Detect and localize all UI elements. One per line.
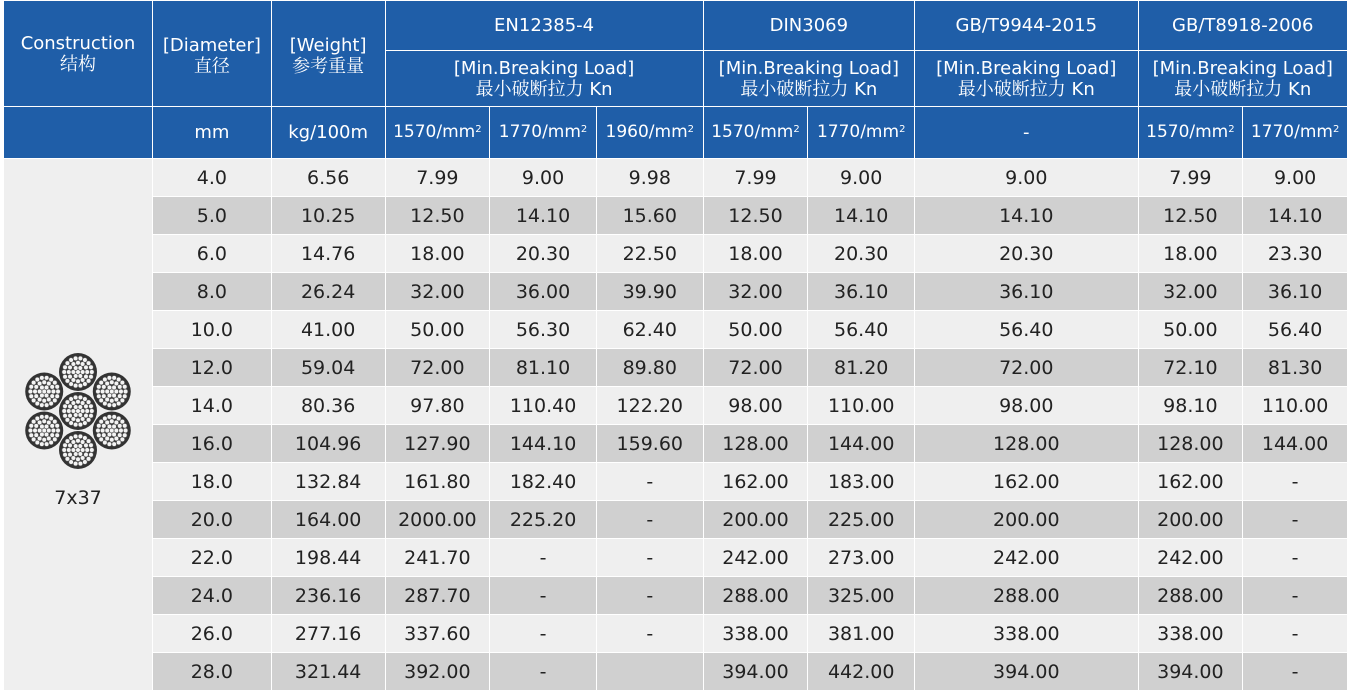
- grade-unit: $1770/mm^2$: [1243, 107, 1348, 159]
- din3069-1570-cell: 98.00: [703, 387, 808, 425]
- en12385-1770-cell: 144.10: [490, 425, 597, 463]
- din3069-1770-cell: 81.20: [808, 349, 915, 387]
- standard-header-en12385: EN12385-4: [385, 1, 703, 51]
- gb9944-cell: 20.30: [915, 235, 1138, 273]
- gb9944-cell: 9.00: [915, 159, 1138, 197]
- gb9944-cell: 98.00: [915, 387, 1138, 425]
- gb8918-1570-cell: 288.00: [1138, 577, 1243, 615]
- table-row: [4, 463, 1348, 501]
- gb8918-1770-cell: -: [1243, 653, 1348, 691]
- en12385-1570-cell: 241.70: [385, 539, 490, 577]
- din3069-1570-cell: 32.00: [703, 273, 808, 311]
- din3069-1770-cell: 36.10: [808, 273, 915, 311]
- gb8918-1570-cell: 18.00: [1138, 235, 1243, 273]
- grade-unit: $1570/mm^2$: [703, 107, 808, 159]
- en12385-1570-cell: 337.60: [385, 615, 490, 653]
- table-row: [4, 273, 1348, 311]
- din3069-1770-cell: 9.00: [808, 159, 915, 197]
- table-row: [4, 197, 1348, 235]
- gb8918-1770-cell: 81.30: [1243, 349, 1348, 387]
- table-row: [4, 615, 1348, 653]
- din3069-1770-cell: 56.40: [808, 311, 915, 349]
- en12385-1960-cell: 9.98: [596, 159, 703, 197]
- diameter-cell: 24.0: [152, 577, 271, 615]
- weight-cell: 80.36: [271, 387, 385, 425]
- grade-unit: $1770/mm^2$: [808, 107, 915, 159]
- en12385-1960-cell: -: [596, 577, 703, 615]
- gb8918-1770-cell: 56.40: [1243, 311, 1348, 349]
- gb8918-1570-cell: 128.00: [1138, 425, 1243, 463]
- diameter-cell: 28.0: [152, 653, 271, 691]
- gb8918-1770-cell: -: [1243, 501, 1348, 539]
- table-row: [4, 539, 1348, 577]
- gb9944-cell: 128.00: [915, 425, 1138, 463]
- gb8918-1770-cell: -: [1243, 577, 1348, 615]
- table-row: [4, 235, 1348, 273]
- diameter-cell: 4.0: [152, 159, 271, 197]
- en12385-1570-cell: 72.00: [385, 349, 490, 387]
- en12385-1770-cell: 81.10: [490, 349, 597, 387]
- grade-unit: $1770/mm^2$: [490, 107, 597, 159]
- weight-cell: 321.44: [271, 653, 385, 691]
- wire-rope-spec-table: [3, 0, 1348, 691]
- en12385-1960-cell: 15.60: [596, 197, 703, 235]
- en12385-1570-cell: 12.50: [385, 197, 490, 235]
- din3069-1570-cell: 50.00: [703, 311, 808, 349]
- gb8918-1570-cell: 200.00: [1138, 501, 1243, 539]
- en12385-1960-cell: 39.90: [596, 273, 703, 311]
- din3069-1570-cell: 128.00: [703, 425, 808, 463]
- en12385-1770-cell: -: [490, 539, 597, 577]
- diameter-cell: 14.0: [152, 387, 271, 425]
- gb8918-1770-cell: 36.10: [1243, 273, 1348, 311]
- mbl-header-din3069: [Min.Breaking Load] 最小破断拉力 Kn: [703, 51, 914, 107]
- gb8918-1770-cell: -: [1243, 463, 1348, 501]
- gb8918-1570-cell: 394.00: [1138, 653, 1243, 691]
- diameter-header: [Diameter] 直径: [152, 1, 271, 107]
- gb9944-cell: 56.40: [915, 311, 1138, 349]
- din3069-1570-cell: 12.50: [703, 197, 808, 235]
- en12385-1570-cell: 50.00: [385, 311, 490, 349]
- grade-unit: $1570/mm^2$: [385, 107, 490, 159]
- en12385-1960-cell: 22.50: [596, 235, 703, 273]
- en12385-1770-cell: -: [490, 653, 597, 691]
- gb9944-cell: 72.00: [915, 349, 1138, 387]
- gb8918-1770-cell: 110.00: [1243, 387, 1348, 425]
- gb8918-1570-cell: 7.99: [1138, 159, 1243, 197]
- en12385-1960-cell: 159.60: [596, 425, 703, 463]
- diameter-cell: 16.0: [152, 425, 271, 463]
- construction-cell: [4, 159, 153, 691]
- gb8918-1570-cell: 162.00: [1138, 463, 1243, 501]
- standard-header-gb8918: GB/T8918-2006: [1138, 1, 1347, 51]
- diameter-cell: 8.0: [152, 273, 271, 311]
- en12385-1960-cell: [596, 653, 703, 691]
- diameter-cell: 6.0: [152, 235, 271, 273]
- en12385-1960-cell: 62.40: [596, 311, 703, 349]
- gb9944-unit: -: [915, 107, 1138, 159]
- en12385-1770-cell: 14.10: [490, 197, 597, 235]
- weight-header: [Weight] 参考重量: [271, 1, 385, 107]
- en12385-1770-cell: 9.00: [490, 159, 597, 197]
- gb8918-1570-cell: 98.10: [1138, 387, 1243, 425]
- gb8918-1570-cell: 12.50: [1138, 197, 1243, 235]
- weight-cell: 10.25: [271, 197, 385, 235]
- din3069-1770-cell: 144.00: [808, 425, 915, 463]
- en12385-1570-cell: 161.80: [385, 463, 490, 501]
- mbl-header-gb9944: [Min.Breaking Load] 最小破断拉力 Kn: [915, 51, 1138, 107]
- grade-unit: $1570/mm^2$: [1138, 107, 1243, 159]
- table-row: [4, 577, 1348, 615]
- construction-header: Construction 结构: [4, 1, 153, 107]
- weight-cell: 104.96: [271, 425, 385, 463]
- din3069-1770-cell: 225.00: [808, 501, 915, 539]
- construction-unit-cell: [4, 107, 153, 159]
- din3069-1570-cell: 162.00: [703, 463, 808, 501]
- din3069-1770-cell: 273.00: [808, 539, 915, 577]
- table-row: [4, 653, 1348, 691]
- gb8918-1770-cell: 23.30: [1243, 235, 1348, 273]
- wire-rope-cross-section-icon: [4, 341, 152, 481]
- en12385-1960-cell: -: [596, 463, 703, 501]
- en12385-1770-cell: 182.40: [490, 463, 597, 501]
- gb8918-1570-cell: 50.00: [1138, 311, 1243, 349]
- en12385-1570-cell: 392.00: [385, 653, 490, 691]
- gb9944-cell: 288.00: [915, 577, 1138, 615]
- gb8918-1770-cell: 14.10: [1243, 197, 1348, 235]
- din3069-1770-cell: 183.00: [808, 463, 915, 501]
- standard-header-din3069: DIN3069: [703, 1, 914, 51]
- construction-label: 7x37: [54, 486, 102, 509]
- gb9944-cell: 242.00: [915, 539, 1138, 577]
- weight-cell: 198.44: [271, 539, 385, 577]
- en12385-1960-cell: -: [596, 501, 703, 539]
- en12385-1960-cell: 89.80: [596, 349, 703, 387]
- diameter-unit: mm: [152, 107, 271, 159]
- din3069-1570-cell: 394.00: [703, 653, 808, 691]
- weight-unit: kg/100m: [271, 107, 385, 159]
- gb9944-cell: 14.10: [915, 197, 1138, 235]
- diameter-cell: 26.0: [152, 615, 271, 653]
- din3069-1770-cell: 381.00: [808, 615, 915, 653]
- en12385-1770-cell: 225.20: [490, 501, 597, 539]
- din3069-1570-cell: 242.00: [703, 539, 808, 577]
- table-row: [4, 159, 1348, 197]
- en12385-1570-cell: 32.00: [385, 273, 490, 311]
- en12385-1570-cell: 287.70: [385, 577, 490, 615]
- gb9944-cell: 162.00: [915, 463, 1138, 501]
- en12385-1960-cell: -: [596, 539, 703, 577]
- din3069-1770-cell: 442.00: [808, 653, 915, 691]
- diameter-cell: 18.0: [152, 463, 271, 501]
- en12385-1770-cell: -: [490, 615, 597, 653]
- grade-unit: $1960/mm^2$: [596, 107, 703, 159]
- en12385-1570-cell: 7.99: [385, 159, 490, 197]
- gb8918-1570-cell: 32.00: [1138, 273, 1243, 311]
- din3069-1770-cell: 325.00: [808, 577, 915, 615]
- din3069-1570-cell: 72.00: [703, 349, 808, 387]
- weight-cell: 132.84: [271, 463, 385, 501]
- en12385-1570-cell: 18.00: [385, 235, 490, 273]
- table-row: [4, 349, 1348, 387]
- din3069-1570-cell: 288.00: [703, 577, 808, 615]
- table-row: [4, 501, 1348, 539]
- diameter-cell: 20.0: [152, 501, 271, 539]
- weight-cell: 14.76: [271, 235, 385, 273]
- weight-cell: 59.04: [271, 349, 385, 387]
- weight-cell: 41.00: [271, 311, 385, 349]
- din3069-1570-cell: 200.00: [703, 501, 808, 539]
- din3069-1570-cell: 7.99: [703, 159, 808, 197]
- en12385-1770-cell: 20.30: [490, 235, 597, 273]
- en12385-1570-cell: 127.90: [385, 425, 490, 463]
- table-row: [4, 425, 1348, 463]
- weight-cell: 236.16: [271, 577, 385, 615]
- din3069-1570-cell: 338.00: [703, 615, 808, 653]
- gb8918-1570-cell: 72.10: [1138, 349, 1243, 387]
- din3069-1570-cell: 18.00: [703, 235, 808, 273]
- table-row: [4, 387, 1348, 425]
- en12385-1960-cell: -: [596, 615, 703, 653]
- weight-cell: 6.56: [271, 159, 385, 197]
- gb9944-cell: 200.00: [915, 501, 1138, 539]
- weight-cell: 277.16: [271, 615, 385, 653]
- standard-header-gb9944: GB/T9944-2015: [915, 1, 1138, 51]
- gb8918-1770-cell: -: [1243, 615, 1348, 653]
- diameter-cell: 10.0: [152, 311, 271, 349]
- din3069-1770-cell: 110.00: [808, 387, 915, 425]
- gb9944-cell: 36.10: [915, 273, 1138, 311]
- gb8918-1570-cell: 242.00: [1138, 539, 1243, 577]
- gb8918-1770-cell: 144.00: [1243, 425, 1348, 463]
- en12385-1570-cell: 2000.00: [385, 501, 490, 539]
- weight-cell: 164.00: [271, 501, 385, 539]
- en12385-1770-cell: 56.30: [490, 311, 597, 349]
- table-body: [4, 159, 1348, 691]
- weight-cell: 26.24: [271, 273, 385, 311]
- gb9944-cell: 394.00: [915, 653, 1138, 691]
- diameter-cell: 5.0: [152, 197, 271, 235]
- gb8918-1770-cell: 9.00: [1243, 159, 1348, 197]
- diameter-cell: 12.0: [152, 349, 271, 387]
- din3069-1770-cell: 14.10: [808, 197, 915, 235]
- din3069-1770-cell: 20.30: [808, 235, 915, 273]
- en12385-1770-cell: 110.40: [490, 387, 597, 425]
- table-row: [4, 311, 1348, 349]
- mbl-header-gb8918: [Min.Breaking Load] 最小破断拉力 Kn: [1138, 51, 1347, 107]
- mbl-header-en12385: [Min.Breaking Load] 最小破断拉力 Kn: [385, 51, 703, 107]
- en12385-1770-cell: -: [490, 577, 597, 615]
- gb8918-1770-cell: -: [1243, 539, 1348, 577]
- gb8918-1570-cell: 338.00: [1138, 615, 1243, 653]
- en12385-1570-cell: 97.80: [385, 387, 490, 425]
- en12385-1960-cell: 122.20: [596, 387, 703, 425]
- en12385-1770-cell: 36.00: [490, 273, 597, 311]
- diameter-cell: 22.0: [152, 539, 271, 577]
- gb9944-cell: 338.00: [915, 615, 1138, 653]
